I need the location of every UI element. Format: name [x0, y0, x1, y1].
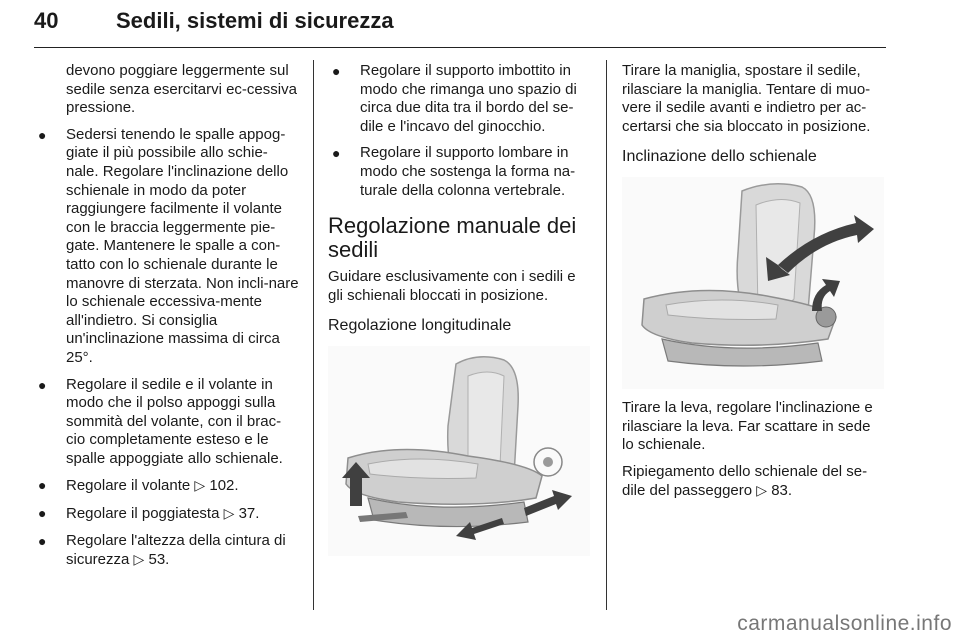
list-item: ● Sedersi tenendo le spalle appog-giate il più possibile allo schie-nale. Regolare l'inclinazione dello schienale in modo da poter raggiungere facilmente il volante con le braccia leggermente pie-gate. Mantenere le spalle a con-tatto con lo schienale durante le manovre di sterzata. Non incli-nare lo schienale eccessiva-mente all'indietro. Si consiglia un'inclinazione massima di circa 25°.	[38, 125, 299, 366]
column-3	[622, 62, 886, 509]
bullet-icon: ●	[332, 145, 341, 162]
column-1	[34, 62, 300, 578]
intro-text: Guidare esclusivamente con i sedili e gli schienali bloccati in posizione.	[328, 268, 576, 304]
bullet-icon: ●	[38, 376, 47, 393]
subheading-backrest: Inclinazione dello schienale	[622, 148, 817, 166]
seat-recline-illustration	[622, 177, 884, 389]
list-item: ● Regolare il sedile e il volante in modo che il polso appoggi sulla sommità del volante, con il brac-cio completamente esteso e le spalle appoggiate allo schienale.	[38, 375, 283, 467]
page-number: 40	[34, 8, 59, 33]
continuation-text: devono poggiare leggermente sul sedile senza esercitarvi ec-cessiva pressione.	[66, 62, 297, 117]
list-item: ● Regolare il supporto lombare in modo che sostenga la forma na-turale della colonna vertebrale.	[332, 144, 576, 199]
paragraph-recline: Tirare la leva, regolare l'inclinazione e rilasciare la leva. Far scattare in sede lo schienale.	[622, 398, 873, 454]
page-ref-link[interactable]: 53.	[148, 551, 170, 569]
bullet-icon: ●	[38, 505, 47, 522]
seat-longitudinal-illustration	[328, 346, 590, 556]
column-divider-2	[606, 60, 607, 610]
ref-arrow-icon: ▷	[756, 482, 768, 499]
paragraph-fold: Ripiegamento dello schienale del se-dile del passeggero ▷ 83.	[622, 462, 868, 500]
ref-arrow-icon: ▷	[223, 505, 235, 522]
list-item: ● Regolare il poggiatesta ▷ 37.	[38, 505, 260, 523]
bullet-icon: ●	[38, 532, 47, 549]
bullet-list-2	[328, 62, 592, 200]
ref-arrow-icon: ▷	[194, 477, 206, 494]
column-divider-1	[313, 60, 314, 610]
page-ref-link[interactable]: 102.	[209, 477, 239, 495]
page-header	[34, 0, 886, 50]
list-item: ● Regolare il volante ▷ 102.	[38, 477, 239, 495]
page-ref-link[interactable]: 37.	[238, 505, 260, 523]
list-item: ● Regolare l'altezza della cintura di sicurezza ▷ 53.	[38, 531, 286, 569]
list-item: ● Regolare il supporto imbottito in modo che rimanga uno spazio di circa due dita tra il bordo del se-dile e l'incavo del ginocchio.	[332, 62, 577, 135]
watermark: carmanualsonline.info	[737, 612, 952, 635]
bullet-icon: ●	[332, 63, 341, 79]
bullet-list-1	[34, 126, 300, 570]
subheading-longitudinal: Regolazione longitudinale	[328, 317, 512, 335]
section-heading: Regolazione manuale dei sedili	[328, 213, 577, 263]
chapter-title: Sedili, sistemi di sicurezza	[116, 8, 394, 33]
header-rule	[34, 47, 886, 48]
bullet-icon: ●	[38, 126, 47, 143]
page-ref-link[interactable]: 83.	[771, 482, 793, 500]
ref-arrow-icon: ▷	[133, 551, 145, 568]
column-2	[328, 62, 592, 566]
paragraph-longitudinal: Tirare la maniglia, spostare il sedile, rilasciare la maniglia. Tentare di muo-vere il sedile avanti e indietro per ac-certarsi che sia bloccato in posizione.	[622, 62, 871, 135]
bullet-icon: ●	[38, 477, 47, 494]
